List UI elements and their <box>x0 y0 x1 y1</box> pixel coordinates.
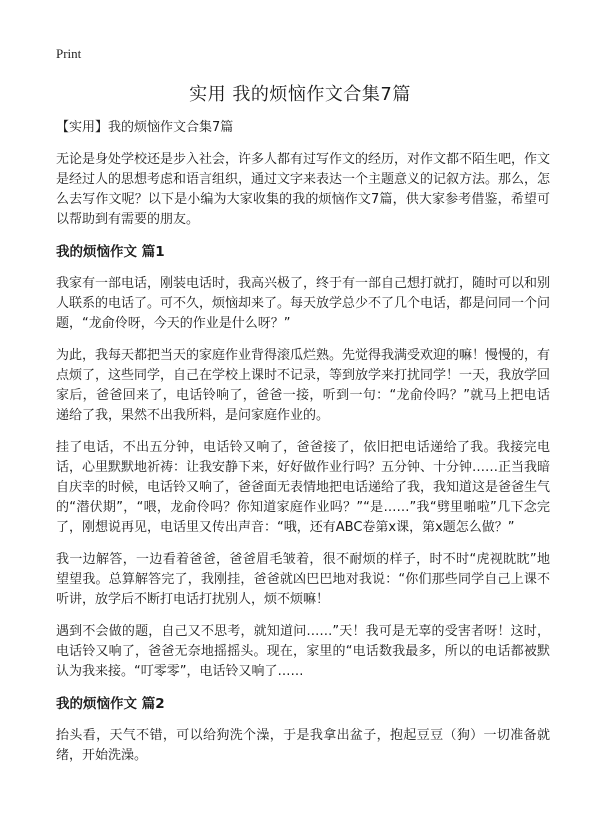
print-link[interactable]: Print <box>56 46 82 61</box>
document-content <box>56 118 550 778</box>
section-1-paragraph-1: 我家有一部电话，刚装电话时，我高兴极了，终于有一部自己想打就打，随时可以和别人联系的电话了。可不久，烦恼却来了。每天放学总少不了几个电话，都是问同一个问题，“龙俞伶呀，今天的作业是什么呀？” <box>56 276 551 331</box>
document-subtitle: 【实用】我的烦恼作文合集7篇 <box>56 120 234 135</box>
intro-paragraph: 无论是身处学校还是步入社会，许多人都有过写作文的经历，对作文都不陌生吧，作文是经过人的思想考虑和语言组织，通过文字来表达一个主题意义的记叙方法。那么，怎么去写作文呢？以下是小编为大家收集的我的烦恼作文7篇，供大家参考借鉴，希望可以帮助到有需要的朋友。 <box>56 152 551 227</box>
section-1-paragraph-5: 遇到不会做的题，自己又不思考，就知道问……”天！我可是无辜的受害者呀！这时，电话铃又响了，爸爸无奈地摇摇头。现在，家里的“电话数我最多，所以的电话都被默认为我来接。“叮零零”，电话铃又响了…… <box>56 624 550 679</box>
section-heading-2: 我的烦恼作文 篇2 <box>56 696 165 712</box>
section-1-paragraph-3: 挂了电话，不出五分钟，电话铃又响了，爸爸接了，依旧把电话递给了我。我接完电话，心里默默地祈祷：让我安静下来，好好做作业行吗？五分钟、十分钟……正当我暗自庆幸的时候，电话铃又响了，爸爸面无表情地把电话递给了我，我知道这是爸爸生气的“潜伏期”，“喂，龙俞伶吗？你知道家庭作业吗？”“是……”我“劈里啪啦”几下念完了，刚想说再见，电话里又传出声音：“哦，还有ABC卷第x课，第x题怎么做？” <box>56 440 551 535</box>
document-title: 实用 我的烦恼作文合集7篇 <box>189 84 411 105</box>
section-heading-1: 我的烦恼作文 篇1 <box>56 244 165 260</box>
section-1-paragraph-4: 我一边解答，一边看着爸爸，爸爸眉毛皱着，很不耐烦的样子，时不时“虎视眈眈”地望望我。总算解答完了，我刚挂，爸爸就凶巴巴地对我说：“你们那些同学自己上课不听讲，放学后不断打电话打扰别人，烦不烦嘛！ <box>56 552 550 607</box>
section-1-paragraph-2: 为此，我每天都把当天的家庭作业背得滚瓜烂熟。先觉得我满受欢迎的嘛！慢慢的，有点烦了，这些同学，自己在学校上课时不记录，等到放学来打扰同学！一天，我放学回家后，爸爸回来了，电话铃响了，爸爸一接，听到一句：“龙俞伶吗？”就马上把电话递给了我，果然不出我所料，是问家庭作业的。 <box>56 348 551 423</box>
section-2-paragraph-1: 抬头看，天气不错，可以给狗洗个澡，于是我拿出盆子，抱起豆豆（狗）一切准备就绪，开始洗澡。 <box>56 728 550 763</box>
